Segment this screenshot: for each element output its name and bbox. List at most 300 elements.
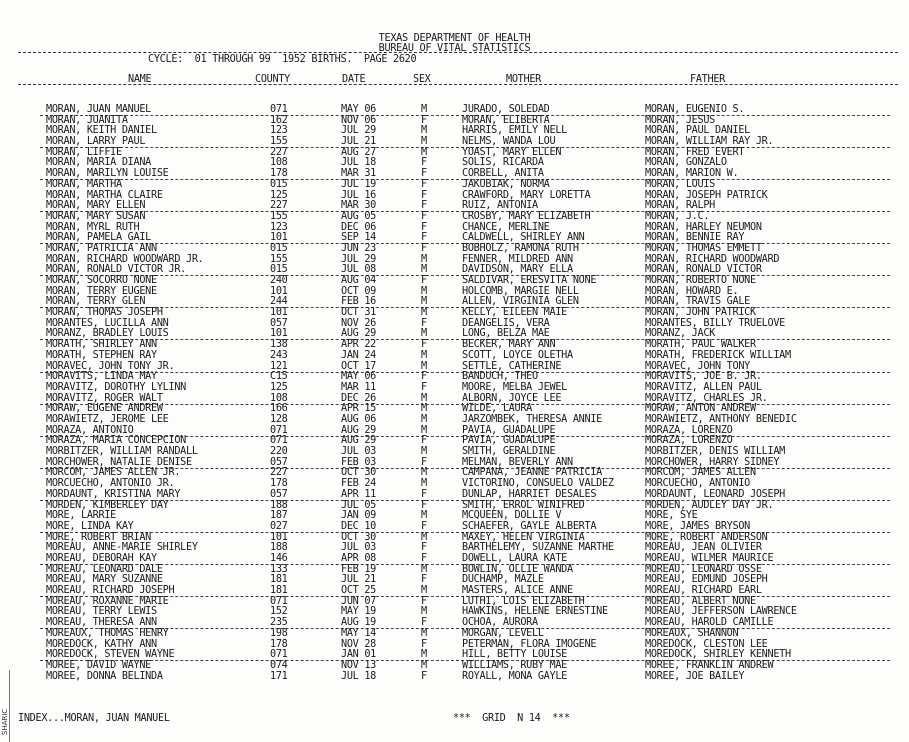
record-date: NOV 28 [341,638,377,650]
record-mother: SALDIVAR, ERESVITA NONE [462,275,597,287]
record-date: AUG 29 [341,424,377,436]
record-mother: BANDUCH, THEO [462,371,538,383]
record-sex: M [421,510,427,522]
record-date: FEB 19 [341,563,377,575]
record-father: MORAN, TRAVIS GALE [645,296,751,308]
record-father: MORCOM, JAMES ALLEN [645,467,756,479]
record-county: 057 [270,456,288,468]
record-county: 101 [270,232,288,244]
column-header-mother: MOTHER [506,74,542,85]
record-row [0,511,909,521]
record-sex: F [421,542,427,554]
record-county: 166 [270,403,288,415]
record-county: 125 [270,381,288,393]
record-name: MORAVEC, JOHN TONY JR. [46,360,175,372]
record-county: 188 [270,499,288,511]
record-sex: F [421,189,427,201]
record-father: MORAN, EUGENIO S. [645,104,745,115]
record-father: MOREAUX, SHANNON [645,627,739,639]
record-mother: BOBHOLZ, RAMONA RUTH [462,242,579,254]
column-header-date: DATE [342,74,366,85]
record-date: MAR 30 [341,200,377,212]
record-county: 187 [270,510,288,522]
record-name: MORANZ, BRADLEY LOUIS [46,328,169,340]
record-mother: NELMS, WANDA LOU [462,136,556,148]
record-row [0,597,909,607]
record-sex: M [421,467,427,479]
record-name: MOREAUX, THOMAS HENRY [46,627,169,639]
footer-grid: *** GRID N 14 *** [453,713,570,724]
record-mother: LONG, BELZA MAE [462,328,550,340]
record-sex: M [421,360,427,372]
record-father: MORE, SYE [645,510,698,522]
record-county: 244 [270,296,288,308]
record-sex: F [421,638,427,650]
record-date: JAN 09 [341,510,377,522]
record-county: 235 [270,617,288,629]
record-name: MORCOM, JAMES ALLEN JR. [46,467,181,479]
record-father: MORAN, MARION W. [645,168,739,180]
record-name: MORAZA, MARIA CONCEPCION [46,435,187,447]
record-father: MORAN, JOHN PATRICK [645,307,756,319]
record-county: 015 [270,242,288,254]
record-sex: M [421,531,427,543]
record-county: 071 [270,424,288,436]
record-county: 220 [270,446,288,458]
record-father: MORAN, RONALD VICTOR [645,264,762,276]
header-rule-top [18,52,898,53]
record-row [0,447,909,457]
record-mother: CHANCE, MERLINE [462,221,550,233]
record-row [0,319,909,329]
record-date: JUL 19 [341,178,377,190]
record-row [0,415,909,425]
record-date: AUG 06 [341,414,377,425]
record-name: MORAZA, ANTONIO [46,424,134,436]
record-father: MORAZA, LORENZO [645,435,733,447]
record-mother: DEANGELIS, VERA [462,317,550,329]
record-mother: DUCHAMP, MAZLE [462,574,544,586]
record-row [0,543,909,553]
record-county: 162 [270,114,288,126]
record-name: MORAN, LIFFIE [46,146,122,158]
record-date: JUL 08 [341,264,377,276]
record-father: MORAN, GONZALO [645,157,727,169]
record-date: SEP 14 [341,232,377,244]
record-name: MORAWIETZ, JEROME LEE [46,414,169,425]
record-father: MORAN, HARLEY NEUMON [645,221,762,233]
record-county: 123 [270,125,288,137]
record-date: JUL 03 [341,446,377,458]
record-sex: F [421,381,427,393]
record-date: JUL 18 [341,670,377,682]
record-county: 101 [270,307,288,319]
record-father: MORAN, FRED EVERT [645,146,745,158]
record-sex: M [421,606,427,618]
column-header-sex: SEX [413,74,431,85]
record-sex: M [421,285,427,297]
record-name: MORAN, JUAN MANUEL [46,104,152,115]
record-father: MORAWIETZ, ANTHONY BENEDIC [645,414,797,425]
record-sex: M [421,424,427,436]
record-mother: DOWELL, LAURA KATE [462,552,568,564]
record-date: MAY 06 [341,371,377,383]
record-father: MORATH, FREDERICK WILLIAM [645,349,791,361]
record-date: AUG 05 [341,210,377,222]
record-row [0,340,909,350]
record-date: NOV 06 [341,114,377,126]
record-father: MORAVITZ, ALLEN PAUL [645,381,762,393]
record-county: 123 [270,221,288,233]
record-sex: F [421,114,427,126]
record-father: MORAN, PAUL DANIEL [645,125,751,137]
record-county: 227 [270,467,288,479]
record-county: 138 [270,339,288,351]
footer-index: INDEX...MORAN, JUAN MANUEL [18,713,170,724]
record-sex: M [421,104,427,115]
record-row [0,223,909,233]
record-father: MORAN, RICHARD WOODWARD [645,253,780,265]
record-father: MORAN, WILLIAM RAY JR. [645,136,774,148]
record-date: APR 11 [341,488,377,500]
record-father: MORAN, THOMAS EMMETT [645,242,762,254]
record-name: MORAVITZ, DOROTHY LYLINN [46,381,187,393]
record-mother: CROSBY, MARY ELIZABETH [462,210,591,222]
record-county: 057 [270,488,288,500]
record-county: 178 [270,478,288,490]
record-row [0,661,909,671]
record-sex: M [421,403,427,415]
record-sex: F [421,371,427,383]
record-name: MORAVITZ, ROGER WALT [46,392,163,404]
record-mother: OCHOA, AURORA [462,617,538,629]
record-sex: M [421,253,427,265]
record-county: 155 [270,136,288,148]
record-father: MOREAU, LEONARD OSSE [645,563,762,575]
record-father: MORAN, JESUS [645,114,716,126]
record-mother: CORBELL, ANITA [462,168,544,180]
record-name: MORAN, PAMELA GAIL [46,232,152,244]
record-sex: F [421,552,427,564]
record-sex: F [421,499,427,511]
record-county: 227 [270,146,288,158]
record-date: AUG 27 [341,146,377,158]
record-county: 071 [270,595,288,607]
record-date: JUL 03 [341,542,377,554]
record-date: APR 22 [341,339,377,351]
record-name: MORAN, MARIA DIANA [46,157,152,169]
record-sex: M [421,478,427,490]
record-name: MORANTES, LUCILLA ANN [46,317,169,329]
record-county: 155 [270,210,288,222]
record-row [0,629,909,639]
record-county: 101 [270,328,288,340]
record-name: MORE, LINDA KAY [46,520,134,532]
record-date: OCT 09 [341,285,377,297]
record-date: AUG 29 [341,435,377,447]
record-father: MOREAU, JEAN OLIVIER [645,542,762,554]
record-father: MORAN, RALPH [645,200,716,212]
record-mother: FENNER, MILDRED ANN [462,253,573,265]
record-mother: ALBORN, JOYCE LEE [462,392,562,404]
record-date: NOV 13 [341,659,377,671]
record-father: MORAN, LOUIS [645,178,716,190]
record-mother: BECKER, MARY ANN [462,339,556,351]
record-row [0,276,909,286]
record-row [0,533,909,543]
record-mother: BOWLIN, OLLIE WANDA [462,563,573,575]
record-county: 015 [270,264,288,276]
record-date: JUL 29 [341,125,377,137]
record-row [0,212,909,222]
record-mother: HOLCOMB, MARGIE NELL [462,285,579,297]
record-row [0,575,909,585]
record-date: JUL 29 [341,253,377,265]
record-sex: M [421,349,427,361]
record-mother: JARZOMBEK, THERESA ANNIE [462,414,603,425]
record-mother: MCQUEEN, DOLLIE V [462,510,562,522]
record-row [0,640,909,650]
record-mother: DAVIDSON, MARY ELLA [462,264,573,276]
cycle-line: CYCLE: 01 THROUGH 99 1952 BIRTHS. PAGE 2620 [148,54,417,65]
record-date: JAN 24 [341,349,377,361]
record-row [0,287,909,297]
record-county: 128 [270,414,288,425]
record-row [0,501,909,511]
record-row [0,383,909,393]
record-date: OCT 17 [341,360,377,372]
record-sex: F [421,232,427,244]
record-date: JAN 01 [341,649,377,661]
record-row [0,372,909,382]
record-row [0,180,909,190]
record-county: 015 [270,178,288,190]
record-sex: F [421,670,427,682]
record-sex: M [421,146,427,158]
record-mother: KELLY, EILEEN MAIE [462,307,568,319]
record-mother: MELMAN, BEVERLY ANN [462,456,573,468]
record-sex: F [421,488,427,500]
record-sex: F [421,520,427,532]
record-mother: BARTHELEMY, SUZANNE MARTHE [462,542,614,554]
record-father: MORAN, J.C. [645,210,710,222]
record-date: OCT 25 [341,585,377,597]
record-date: NOV 26 [341,317,377,329]
record-county: 057 [270,317,288,329]
record-sex: F [421,574,427,586]
record-date: FEB 16 [341,296,377,308]
record-date: DEC 10 [341,520,377,532]
record-father: MOREE, FRANKLIN ANDREW [645,659,774,671]
record-mother: SCOTT, LOYCE OLETHA [462,349,573,361]
record-father: MORCHOWER, HARRY SIDNEY [645,456,780,468]
record-county: C15 [270,371,288,383]
record-father: MORAN, ROBERTO NONE [645,275,756,287]
record-name: MOREAU, TERRY LEWIS [46,606,157,618]
record-date: JUL 21 [341,574,377,586]
record-mother: VICTORINO, CONSUELO VALDEZ [462,478,614,490]
record-name: MORAN, KEITH DANIEL [46,125,157,137]
record-date: JUN 07 [341,595,377,607]
record-father: MOREE, JOE BAILEY [645,670,745,682]
record-sex: F [421,168,427,180]
record-name: MORAN, TERRY EUGENE [46,285,157,297]
record-date: OCT 30 [341,531,377,543]
record-name: MORAN, TERRY GLEN [46,296,146,308]
record-sex: M [421,563,427,575]
record-row [0,607,909,617]
record-name: MORDAUNT, KRISTINA MARY [46,488,181,500]
record-row [0,351,909,361]
column-header-father: FATHER [690,74,726,85]
record-county: 181 [270,585,288,597]
record-county: 178 [270,638,288,650]
record-father: MOREAU, RICHARD EARL [645,585,762,597]
record-sex: M [421,296,427,308]
record-sex: M [421,414,427,425]
record-mother: SETTLE, CATHERINE [462,360,562,372]
record-father: MORANZ, JACK [645,328,716,340]
record-county: 171 [270,670,288,682]
record-county: 071 [270,435,288,447]
record-name: MORATH, STEPHEN RAY [46,349,157,361]
record-sex: F [421,456,427,468]
record-date: OCT 31 [341,307,377,319]
record-county: 108 [270,392,288,404]
record-father: MORAVITZ, CHARLES JR. [645,392,768,404]
margin-rule [9,670,10,742]
record-father: MORANTES, BILLY TRUELOVE [645,317,786,329]
record-sex: M [421,307,427,319]
record-date: MAR 31 [341,168,377,180]
record-mother: LUTHI, LOIS ELIZABETH [462,595,585,607]
record-father: MORDEN, AUDLEY DAY JR. [645,499,774,511]
record-name: MORDEN, KIMBERLEY DAY [46,499,169,511]
record-name: MORE, ROBERT BRIAN [46,531,152,543]
record-name: MOREE, DONNA BELINDA [46,670,163,682]
record-county: 071 [270,649,288,661]
record-father: MOREAU, HAROLD CAMILLE [645,617,774,629]
record-name: MORAN, MARILYN LOUISE [46,168,169,180]
record-father: MOREDOCK, CLESTON LEE [645,638,768,650]
record-date: FEB 03 [341,456,377,468]
record-county: 027 [270,520,288,532]
record-date: MAY 06 [341,104,377,115]
record-county: 125 [270,189,288,201]
record-date: AUG 29 [341,328,377,340]
record-mother: MORGAN, LEVELL [462,627,544,639]
record-mother: CRAWFORD, MARY LORETTA [462,189,591,201]
record-county: 101 [270,285,288,297]
record-sex: F [421,275,427,287]
record-mother: CALDWELL, SHIRLEY ANN [462,232,585,244]
record-mother: ROYALL, MONA GAYLE [462,670,568,682]
record-sex: M [421,264,427,276]
record-sex: F [421,435,427,447]
record-mother: PETERMAN, FLORA IMOGENE [462,638,597,650]
record-row [0,116,909,126]
record-father: MORATH, PAUL WALKER [645,339,756,351]
record-mother: HILL, BETTY LOUISE [462,649,568,661]
record-date: AUG 19 [341,617,377,629]
record-row [0,158,909,168]
record-name: MOREAU, DEBORAH KAY [46,552,157,564]
record-mother: MOORE, MELBA JEWEL [462,381,568,393]
record-name: MORAN, MARY SUSAN [46,210,146,222]
record-father: MORAN, BENNIE RAY [645,232,745,244]
record-mother: WILLIAMS, RUBY MAE [462,659,568,671]
record-sex: F [421,242,427,254]
record-sex: M [421,125,427,137]
record-mother: PAVIA, GUADALUPE [462,424,556,436]
record-sex: F [421,221,427,233]
record-name: MOREAU, RICHARD JOSEPH [46,585,175,597]
record-name: MOREAU, ANNE-MARIE SHIRLEY [46,542,198,554]
record-mother: ALLEN, VIRGINIA GLEN [462,296,579,308]
record-sex: M [421,585,427,597]
record-sex: F [421,317,427,329]
record-name: MORAN, LARRY PAUL [46,136,146,148]
record-name: MORAN, RICHARD WOODWARD JR. [46,253,204,265]
record-sex: F [421,595,427,607]
record-sex: F [421,210,427,222]
record-name: MOREAU, ROXANNE MARIE [46,595,169,607]
record-mother: SMITH, GERALDINE [462,446,556,458]
record-county: 101 [270,531,288,543]
record-mother: MAXEY, HELEN VIRGINIA [462,531,585,543]
record-date: JUL 21 [341,136,377,148]
record-name: MORAN, MYRL RUTH [46,221,140,233]
record-row [0,308,909,318]
record-name: MOREE, DAVID WAYNE [46,659,152,671]
record-date: OCT 30 [341,467,377,479]
record-name: MORCHOWER, NATALIE DENISE [46,456,192,468]
record-sex: F [421,200,427,212]
record-mother: PAVIA, GUADALUPE [462,435,556,447]
record-county: 178 [270,168,288,180]
record-name: MOREDOCK, STEVEN WAYNE [46,649,175,661]
record-row [0,565,909,575]
record-father: MOREAU, WILMER MAURICE [645,552,774,564]
record-date: MAY 14 [341,627,377,639]
record-date: APR 08 [341,552,377,564]
record-county: 181 [270,574,288,586]
record-name: MOREAU, THERESA ANN [46,617,157,629]
record-county: 133 [270,563,288,575]
record-date: JUL 18 [341,157,377,169]
record-row [0,255,909,265]
record-row [0,244,909,254]
record-name: MORAN, MARTHA CLAIRE [46,189,163,201]
column-header-county: COUNTY [255,74,291,85]
record-date: MAY 19 [341,606,377,618]
record-name: MORBITZER, WILLIAM RANDALL [46,446,198,458]
record-father: MORE, ROBERT ANDERSON [645,531,768,543]
record-county: 152 [270,606,288,618]
record-father: MORBITZER, DENIS WILLIAM [645,446,786,458]
record-name: MORAN, SOCORRO NONE [46,275,157,287]
record-name: MORAVITS, LINDA MAY [46,371,157,383]
record-sex: F [421,339,427,351]
record-father: MORAN, JOSEPH PATRICK [645,189,768,201]
record-county: 243 [270,349,288,361]
record-father: MORAW, ANTON ANDREW [645,403,756,415]
record-county: 155 [270,253,288,265]
record-county: 198 [270,627,288,639]
record-name: MORAN, MARY ELLEN [46,200,146,212]
record-name: MORAN, MARTHA [46,178,122,190]
record-date: JUL 05 [341,499,377,511]
